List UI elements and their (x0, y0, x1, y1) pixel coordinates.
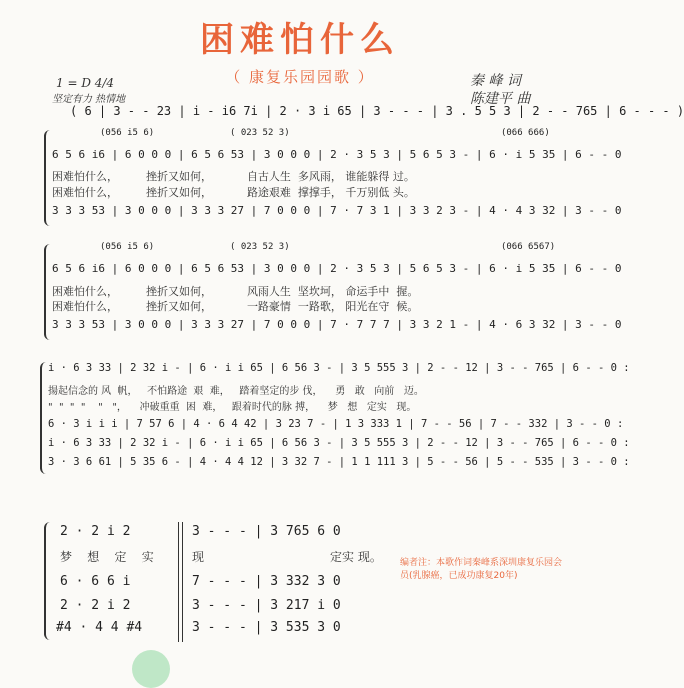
system3-melody: i · 6 3 33 | 2 32 i - | 6 · i i 65 | 6 56 3 - | 3 5 555 3 | 2 - - 12 | 3 - - 765 | 6 - - 0 : (48, 362, 630, 374)
system3-lyric-verse1: 揚起信念的 风 帆， 不怕路途 艰 难， 踏着坚定的步 伐， 勇 敢 向前 迈。 (48, 386, 424, 397)
system4-barline-1 (178, 522, 179, 642)
song-title: 困难怕什么 (200, 20, 400, 60)
system4-melody-b: 3 - - - | 3 765 6 0 (192, 524, 341, 539)
system1-lyric-verse1: 困难怕什么， 挫折又如何， 自古人生 多风雨， 谁能躲得 过。 (52, 170, 415, 183)
logo-icon (132, 650, 170, 688)
editor-note: 编者注：本歌作词秦峰系深圳康复乐园会员(乳腺癌，已成功康复20年) (400, 558, 563, 581)
system4-brace (44, 522, 54, 640)
system4-harmony3-a: #4 · 4 4 #4 (56, 620, 143, 635)
system1-melody: 6 5 6 i6 | 6 0 0 0 | 6 5 6 53 | 3 0 0 0 | 2 · 3 5 3 | 5 6 5 3 - | 6 · i 5 35 | 6 - - 0 (52, 148, 622, 161)
system2-lyric-verse2: 困难怕什么， 挫折又如何， 一路豪情 一路歌， 阳光在守 候。 (52, 300, 419, 313)
system4-harmony2-a: 2 · 2 i 2 (60, 598, 131, 613)
system3-harmony-3: 3 · 3 6 61 | 5 35 6 - | 4 · 4 4 12 | 3 32 7 - | 1 1 111 3 | 5 - - 56 | 5 - - 535 | 3 - - 0 : (48, 456, 630, 468)
system3-lyric-verse2: " " " " " "， 冲破重重 困 难， 跟着时代的脉 搏， 梦 想 定实 现。 (48, 402, 417, 413)
lyricist-credit: 秦 峰 词 (470, 73, 521, 89)
system1-upper-notes: (056 i5 6) ( 023 52 3) (066 666) (100, 128, 550, 138)
system1-lyric-verse2: 困难怕什么， 挫折又如何， 路途艰难 撑撑手， 千万别低 头。 (52, 186, 415, 199)
system4-lyric-c: 定实 现。 (330, 550, 382, 564)
system4-harmony1-b: 7 - - - | 3 332 3 0 (192, 574, 341, 589)
system4-barline-2 (182, 522, 183, 642)
system2-harmony: 3 3 3 53 | 3 0 0 0 | 3 3 3 27 | 7 0 0 0 | 7 · 7 7 7 | 3 3 2 1 - | 4 · 6 3 32 | 3 - - 0 (52, 318, 622, 331)
system4-harmony1-a: 6 · 6 6 i (60, 574, 131, 589)
system2-melody: 6 5 6 i6 | 6 0 0 0 | 6 5 6 53 | 3 0 0 0 | 2 · 3 5 3 | 5 6 5 3 - | 6 · i 5 35 | 6 - - 0 (52, 262, 622, 275)
key-signature: 1 = D 4/4 (56, 76, 115, 90)
system4-harmony2-b: 3 - - - | 3 217 i 0 (192, 598, 341, 613)
system3-harmony-1: 6 · 3 i i i | 7 57 6 | 4 · 6 4 42 | 3 23 7 - | 1 3 333 1 | 7 - - 56 | 7 - - 332 | 3 - - 0 : (48, 418, 624, 430)
system2-lyric-verse1: 困难怕什么， 挫折又如何， 风雨人生 坚坎坷， 命运手中 握。 (52, 285, 419, 298)
system3-harmony-2: i · 6 3 33 | 2 32 i - | 6 · i i 65 | 6 56 3 - | 3 5 555 3 | 2 - - 12 | 3 - - 765 | 6 - - 0 : (48, 437, 630, 449)
system2-upper-notes: (056 i5 6) ( 023 52 3) (066 6567) (100, 242, 556, 252)
tempo-marking: 坚定有力 热情地 (52, 94, 126, 105)
system4-melody-a: 2 · 2 i 2 (60, 524, 131, 539)
composer-credit: 陈建平 曲 (470, 91, 531, 107)
system4-lyric-b: 现 (192, 550, 205, 564)
system4-harmony3-b: 3 - - - | 3 535 3 0 (192, 620, 341, 635)
system4-lyric-a: 梦 想 定 实 (60, 550, 154, 564)
system1-harmony: 3 3 3 53 | 3 0 0 0 | 3 3 3 27 | 7 0 0 0 | 7 · 7 3 1 | 3 3 2 3 - | 4 · 4 3 32 | 3 - - 0 (52, 204, 622, 217)
song-subtitle: （ 康复乐园园歌 ） (225, 68, 375, 86)
intro-line: ( 6 | 3 - - 23 | i - i6 7i | 2 · 3 i 65 | 3 - - - | 3 . 5 5 3 | 2 - - 765 | 6 - - - ) (70, 104, 684, 118)
